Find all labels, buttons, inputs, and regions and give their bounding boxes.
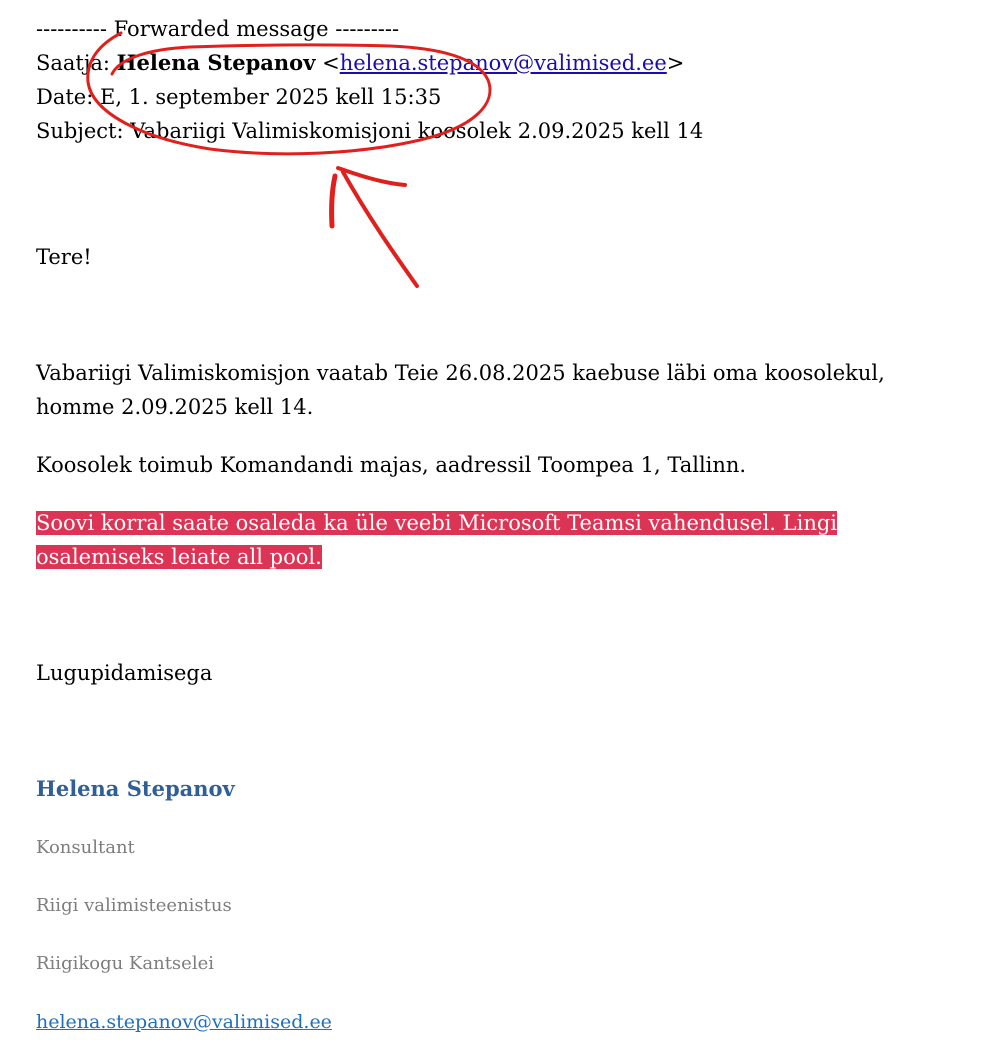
date-line bbox=[36, 80, 956, 114]
subject-label: Subject: bbox=[36, 119, 124, 143]
from-label: Saatja: bbox=[36, 51, 110, 75]
signature-name: Helena Stepanov bbox=[36, 776, 235, 801]
signature-email bbox=[36, 1008, 332, 1036]
sender-email-link[interactable]: helena.stepanov@valimised.ee bbox=[339, 51, 667, 75]
annotation-arrow-head-left bbox=[332, 176, 335, 226]
signature-title: Konsultant bbox=[36, 837, 135, 858]
sender-name: Helena Stepanov bbox=[116, 50, 316, 75]
email-close-bracket: > bbox=[666, 51, 685, 75]
forwarded-header bbox=[36, 12, 956, 148]
closing: Lugupidamisega bbox=[36, 661, 213, 685]
annotation-arrow-shaft bbox=[343, 172, 417, 286]
subject-line bbox=[36, 114, 956, 148]
signature-email-link[interactable]: helena.stepanov@valimised.ee bbox=[36, 1011, 332, 1033]
message-paragraph-teams bbox=[36, 506, 966, 574]
signature-organization: Riigikogu Kantselei bbox=[36, 953, 214, 974]
message-paragraph-location: Koosolek toimub Komandandi majas, aadressil Toompea 1, Tallinn. bbox=[36, 453, 747, 477]
email-open-bracket: < bbox=[322, 51, 340, 75]
annotation-arrow-head-right bbox=[338, 168, 405, 185]
message-paragraph-complaint: Vabariigi Valimiskomisjon vaatab Teie 26.08.2025 kaebuse läbi oma koosolekul, homme 2.09.2025 kell 14. bbox=[36, 361, 885, 419]
date-label: Date: bbox=[36, 85, 94, 109]
greeting: Tere! bbox=[36, 245, 92, 269]
signature-department: Riigi valimisteenistus bbox=[36, 895, 232, 916]
forwarded-line: ---------- Forwarded message --------- bbox=[36, 17, 400, 41]
date-value: E, 1. september 2025 kell 15:35 bbox=[100, 85, 442, 109]
highlighted-text: Soovi korral saate osaleda ka üle veebi Microsoft Teamsi vahendusel. Lingi osalemiseks leiate all pool. bbox=[36, 511, 838, 569]
from-line bbox=[36, 46, 956, 80]
subject-value: Vabariigi Valimiskomisjoni koosolek 2.09.2025 kell 14 bbox=[130, 119, 704, 143]
